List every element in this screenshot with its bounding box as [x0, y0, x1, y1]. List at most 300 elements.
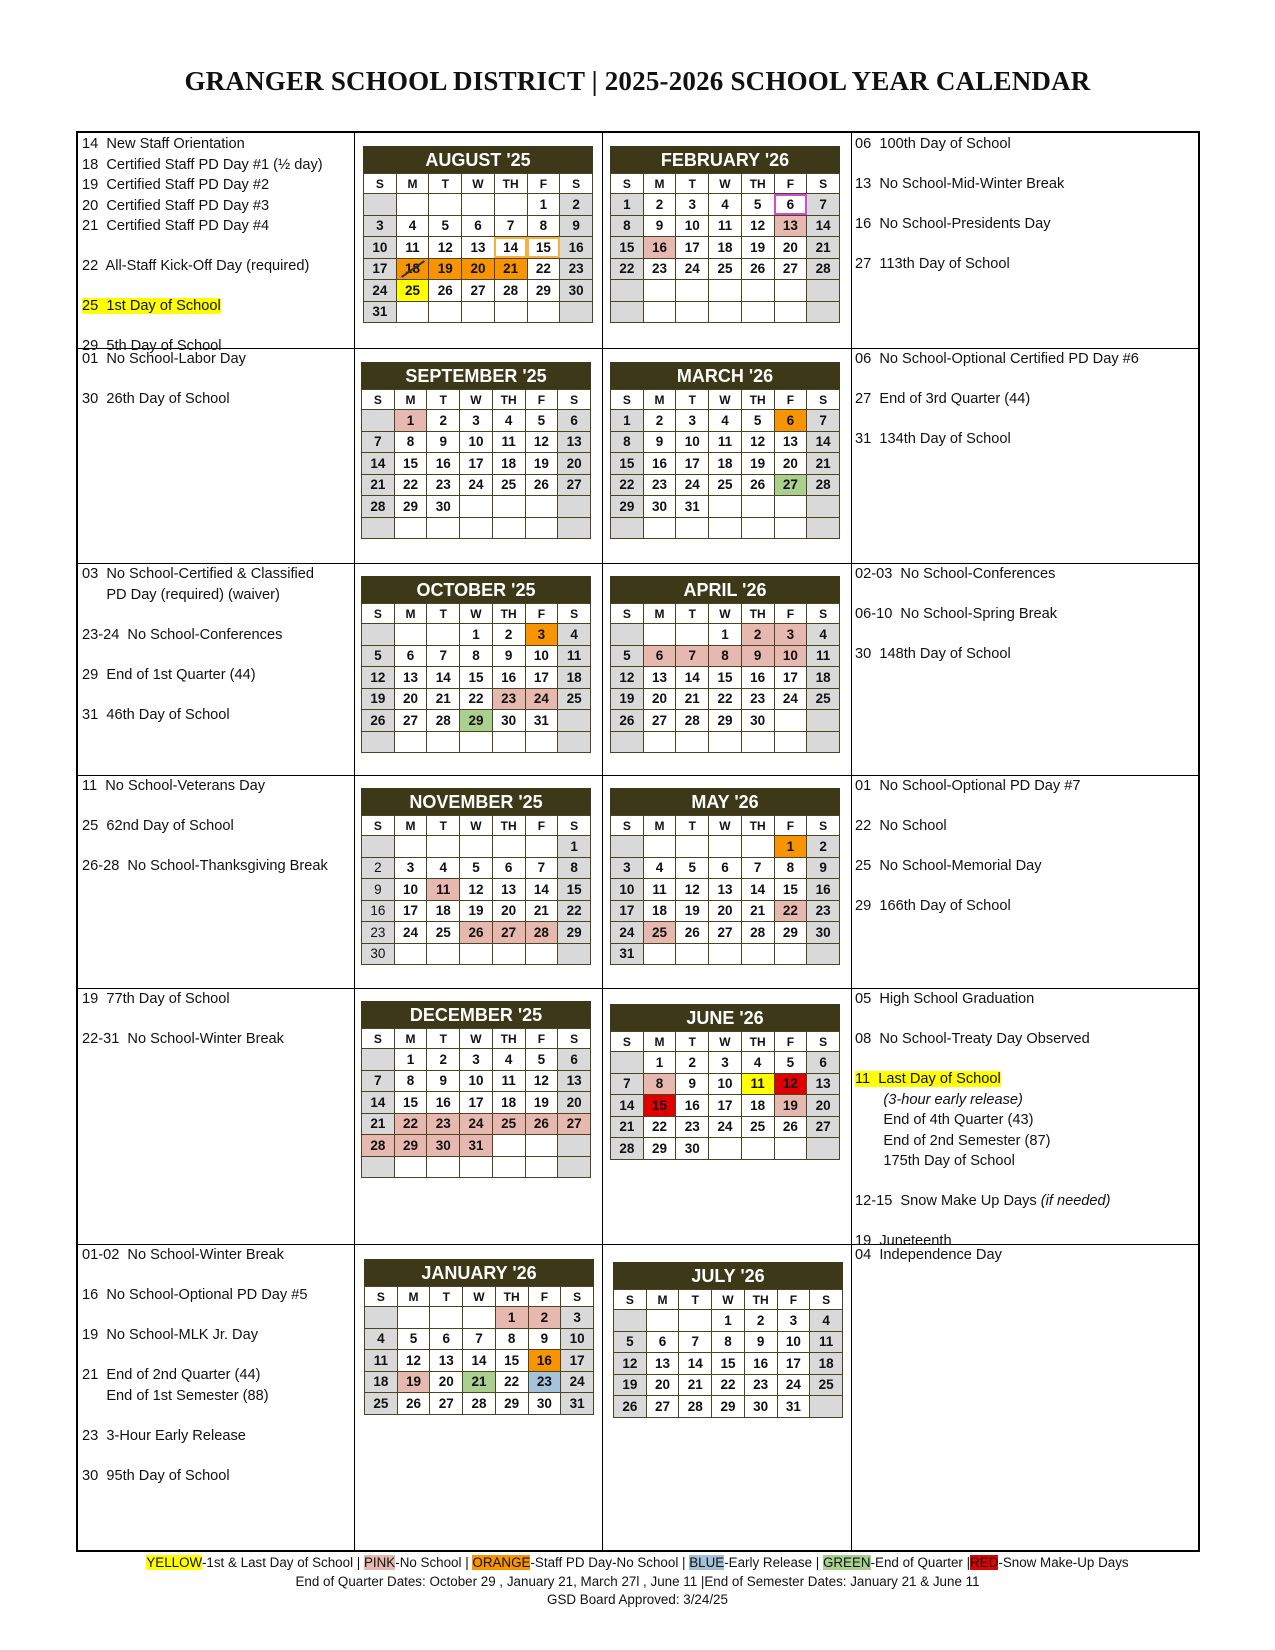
- day-cell: 12: [611, 667, 644, 689]
- day-cell: 9: [362, 879, 395, 901]
- event-item: 12-15 Snow Make Up Days (if needed): [855, 1193, 1111, 1209]
- day-cell: 27: [643, 710, 676, 732]
- day-cell: 3: [611, 857, 644, 879]
- day-cell: 18: [558, 667, 591, 689]
- day-cell: 3: [525, 624, 558, 646]
- weekday-label: T: [427, 816, 460, 836]
- day-cell: 5: [774, 1052, 807, 1074]
- day-cell: 21: [525, 900, 558, 922]
- empty-cell: [741, 301, 774, 323]
- day-cell: 16: [807, 879, 840, 901]
- weekday-label: S: [362, 816, 395, 836]
- weekday-label: TH: [492, 816, 525, 836]
- day-cell: 8: [558, 857, 591, 879]
- empty-cell: [460, 731, 493, 753]
- day-cell: 2: [807, 836, 840, 858]
- day-cell: 22: [712, 1374, 745, 1396]
- weekday-label: S: [362, 604, 395, 624]
- empty-cell: [460, 943, 493, 965]
- day-cell: 3: [394, 857, 427, 879]
- day-cell: 22: [460, 688, 493, 710]
- weekday-label: S: [561, 1287, 594, 1307]
- month-calendar: [363, 146, 593, 323]
- day-cell: 12: [741, 215, 774, 237]
- event-item: 25 62nd Day of School: [82, 818, 234, 834]
- empty-cell: [427, 517, 460, 539]
- weekday-label: T: [427, 390, 460, 410]
- day-cell: 31: [777, 1396, 810, 1418]
- day-cell: 14: [463, 1350, 496, 1372]
- day-cell: 1: [611, 194, 644, 216]
- day-cell: 10: [525, 645, 558, 667]
- weekday-label: M: [397, 1287, 430, 1307]
- empty-cell: [362, 410, 395, 432]
- day-cell: 24: [709, 1116, 742, 1138]
- empty-cell: [774, 301, 807, 323]
- day-cell: 15: [495, 1350, 528, 1372]
- event-item: End of 4th Quarter (43): [855, 1112, 1034, 1128]
- event-item: 14 New Staff Orientation: [82, 136, 245, 152]
- day-cell: 30: [807, 922, 840, 944]
- weekday-label: S: [558, 1029, 591, 1049]
- weekday-label: F: [525, 1029, 558, 1049]
- weekday-label: TH: [744, 1290, 777, 1310]
- weekday-label: F: [777, 1290, 810, 1310]
- legend-colors: YELLOW-1st & Last Day of School | PINK-No School | ORANGE-Staff PD Day-No School | BLUE-Early Release | GREEN-End of Quarter |RED-Snow Make-Up Days: [146, 1555, 1129, 1570]
- event-item: End of 1st Semester (88): [82, 1387, 269, 1404]
- empty-cell: [807, 301, 840, 323]
- day-cell: 2: [676, 1052, 709, 1074]
- day-cell: 10: [676, 215, 709, 237]
- day-cell: 16: [528, 1350, 561, 1372]
- weekday-label: F: [528, 1287, 561, 1307]
- day-cell: 12: [525, 1070, 558, 1092]
- right-events-3: [855, 564, 1057, 665]
- day-cell: 1: [394, 1049, 427, 1071]
- weekday-label: W: [460, 604, 493, 624]
- month-title: MAY '26: [610, 788, 840, 815]
- month-title: SEPTEMBER '25: [361, 362, 591, 389]
- day-cell: 24: [676, 474, 709, 496]
- empty-cell: [525, 836, 558, 858]
- right-events-1: [855, 134, 1064, 275]
- empty-cell: [427, 1156, 460, 1178]
- event-item: 25 No School-Memorial Day: [855, 858, 1042, 874]
- day-cell: 13: [807, 1073, 840, 1095]
- weekday-label: S: [614, 1290, 647, 1310]
- column-divider: [354, 133, 355, 1550]
- empty-cell: [492, 731, 525, 753]
- empty-cell: [611, 836, 644, 858]
- day-cell: 27: [709, 922, 742, 944]
- empty-cell: [558, 731, 591, 753]
- day-cell: 8: [394, 431, 427, 453]
- empty-cell: [614, 1310, 647, 1332]
- day-cell: 5: [460, 857, 493, 879]
- day-cell: 4: [492, 1049, 525, 1071]
- day-cell: 21: [679, 1374, 712, 1396]
- day-cell: 6: [558, 1049, 591, 1071]
- day-cell: 12: [525, 431, 558, 453]
- empty-cell: [807, 517, 840, 539]
- weekday-label: T: [427, 604, 460, 624]
- event-item: 18 Certified Staff PD Day #1 (½ day): [82, 156, 323, 173]
- weekday-label: T: [676, 604, 709, 624]
- event-item: PD Day (required) (waiver): [82, 586, 280, 603]
- day-cell: 29: [394, 496, 427, 518]
- day-cell: 12: [460, 879, 493, 901]
- day-cell: 21: [741, 900, 774, 922]
- empty-cell: [709, 943, 742, 965]
- day-cell: 15: [774, 879, 807, 901]
- weekday-label: S: [807, 174, 840, 194]
- day-cell: 8: [394, 1070, 427, 1092]
- day-cell: 19: [611, 688, 644, 710]
- empty-cell: [525, 1156, 558, 1178]
- event-item: 06-10 No School-Spring Break: [855, 606, 1057, 622]
- day-cell: 25: [741, 1116, 774, 1138]
- legend: [0, 1554, 1275, 1610]
- event-item: 27 113th Day of School: [855, 256, 1010, 272]
- day-cell: 29: [558, 922, 591, 944]
- empty-cell: [807, 1138, 840, 1160]
- day-cell: 27: [394, 710, 427, 732]
- day-cell: 8: [709, 645, 742, 667]
- day-cell: 20: [774, 237, 807, 259]
- weekday-label: W: [460, 816, 493, 836]
- empty-cell: [774, 517, 807, 539]
- day-cell: 17: [364, 258, 397, 280]
- day-cell: 4: [709, 410, 742, 432]
- day-cell: 25: [810, 1374, 843, 1396]
- day-cell: 16: [741, 667, 774, 689]
- empty-cell: [492, 943, 525, 965]
- weekday-label: S: [362, 1029, 395, 1049]
- day-cell: 13: [462, 237, 495, 259]
- day-cell: 13: [774, 215, 807, 237]
- day-cell: 4: [807, 624, 840, 646]
- weekday-label: W: [709, 1032, 742, 1052]
- day-cell: 10: [611, 879, 644, 901]
- day-cell: 23: [427, 474, 460, 496]
- day-cell: 14: [807, 215, 840, 237]
- empty-cell: [709, 301, 742, 323]
- day-cell: 4: [427, 857, 460, 879]
- day-cell: 6: [430, 1328, 463, 1350]
- column-divider: [602, 133, 603, 1550]
- empty-cell: [643, 624, 676, 646]
- day-cell: 16: [427, 453, 460, 475]
- empty-cell: [394, 836, 427, 858]
- empty-cell: [365, 1307, 398, 1329]
- event-item: 13 No School-Mid-Winter Break: [855, 176, 1065, 192]
- day-cell: 14: [807, 431, 840, 453]
- empty-cell: [362, 836, 395, 858]
- day-cell: 11: [427, 879, 460, 901]
- event-item: 01 No School-Optional PD Day #7: [855, 778, 1081, 794]
- empty-cell: [611, 517, 644, 539]
- weekday-label: S: [362, 390, 395, 410]
- day-cell: 15: [527, 237, 560, 259]
- empty-cell: [807, 710, 840, 732]
- weekday-label: T: [676, 390, 709, 410]
- day-cell: 12: [614, 1353, 647, 1375]
- day-cell: 4: [365, 1328, 398, 1350]
- day-cell: 13: [774, 431, 807, 453]
- empty-cell: [364, 194, 397, 216]
- day-cell: 31: [611, 943, 644, 965]
- day-cell: 17: [676, 453, 709, 475]
- day-cell: 27: [807, 1116, 840, 1138]
- empty-cell: [397, 1307, 430, 1329]
- month-calendar: [361, 576, 591, 753]
- day-cell: 23: [643, 474, 676, 496]
- day-cell: 31: [525, 710, 558, 732]
- event-item: 21 End of 2nd Quarter (44): [82, 1367, 261, 1383]
- empty-cell: [362, 517, 395, 539]
- empty-cell: [462, 194, 495, 216]
- day-cell: 21: [427, 688, 460, 710]
- day-cell: 25: [643, 922, 676, 944]
- day-cell: 25: [427, 922, 460, 944]
- weekday-label: T: [676, 174, 709, 194]
- day-cell: 4: [810, 1310, 843, 1332]
- legend-green: GREEN: [822, 1555, 871, 1570]
- day-cell: 10: [709, 1073, 742, 1095]
- day-cell: 10: [777, 1331, 810, 1353]
- day-cell: 26: [525, 474, 558, 496]
- empty-cell: [774, 710, 807, 732]
- day-cell: 5: [525, 410, 558, 432]
- day-cell: 15: [394, 1092, 427, 1114]
- day-cell: 1: [774, 836, 807, 858]
- event-item: 175th Day of School: [855, 1153, 1015, 1169]
- day-cell: 25: [709, 258, 742, 280]
- empty-cell: [492, 1156, 525, 1178]
- day-cell: 9: [643, 215, 676, 237]
- day-cell: 26: [397, 1393, 430, 1415]
- empty-cell: [676, 517, 709, 539]
- empty-cell: [774, 731, 807, 753]
- weekday-label: S: [807, 604, 840, 624]
- day-cell: 30: [643, 496, 676, 518]
- day-cell: 23: [807, 900, 840, 922]
- day-cell: 7: [676, 645, 709, 667]
- day-cell: 24: [611, 922, 644, 944]
- empty-cell: [810, 1396, 843, 1418]
- empty-cell: [525, 731, 558, 753]
- empty-cell: [560, 301, 593, 323]
- weekday-label: TH: [741, 174, 774, 194]
- day-cell: 19: [397, 1371, 430, 1393]
- event-item: 19 Certified Staff PD Day #2: [82, 177, 270, 193]
- month-calendar: [361, 788, 591, 965]
- day-cell: 28: [679, 1396, 712, 1418]
- weekday-label: M: [643, 174, 676, 194]
- weekday-label: S: [611, 604, 644, 624]
- day-cell: 11: [396, 237, 429, 259]
- day-cell: 19: [676, 900, 709, 922]
- event-item: 22-31 No School-Winter Break: [82, 1031, 284, 1047]
- day-cell: 29: [611, 496, 644, 518]
- weekday-label: W: [709, 816, 742, 836]
- empty-cell: [362, 624, 395, 646]
- day-cell: 21: [676, 688, 709, 710]
- day-cell: 1: [712, 1310, 745, 1332]
- event-item: 02-03 No School-Conferences: [855, 566, 1056, 582]
- day-cell: 24: [460, 474, 493, 496]
- day-cell: 10: [676, 431, 709, 453]
- day-cell: 8: [643, 1073, 676, 1095]
- day-cell: 24: [774, 688, 807, 710]
- day-cell: 2: [427, 1049, 460, 1071]
- day-cell: 20: [558, 1092, 591, 1114]
- day-cell: 1: [709, 624, 742, 646]
- day-cell: 30: [528, 1393, 561, 1415]
- day-cell: 25: [558, 688, 591, 710]
- event-item: 06 No School-Optional Certified PD Day #6: [855, 351, 1139, 367]
- day-cell: 17: [394, 900, 427, 922]
- day-cell: 26: [676, 922, 709, 944]
- day-cell: 14: [427, 667, 460, 689]
- day-cell: 9: [643, 431, 676, 453]
- day-cell: 28: [362, 496, 395, 518]
- empty-cell: [611, 731, 644, 753]
- day-cell: 5: [614, 1331, 647, 1353]
- day-cell: 14: [741, 879, 774, 901]
- day-cell: 28: [676, 710, 709, 732]
- month-title: OCTOBER '25: [361, 576, 591, 603]
- legend-yellow: YELLOW: [146, 1555, 202, 1570]
- day-cell: 27: [558, 1113, 591, 1135]
- event-item: 03 No School-Certified & Classified: [82, 566, 314, 582]
- event-item: 27 End of 3rd Quarter (44): [855, 391, 1031, 407]
- empty-cell: [709, 496, 742, 518]
- empty-cell: [643, 517, 676, 539]
- day-cell: 1: [643, 1052, 676, 1074]
- day-cell: 9: [741, 645, 774, 667]
- day-cell: 22: [527, 258, 560, 280]
- empty-cell: [774, 280, 807, 302]
- day-cell: 29: [709, 710, 742, 732]
- empty-cell: [427, 624, 460, 646]
- day-cell: 18: [396, 258, 429, 280]
- event-item: 19 No School-MLK Jr. Day: [82, 1327, 259, 1343]
- weekday-label: F: [774, 1032, 807, 1052]
- day-cell: 4: [709, 194, 742, 216]
- right-events-6: [855, 1245, 1002, 1266]
- day-cell: 14: [362, 1092, 395, 1114]
- day-cell: 12: [362, 667, 395, 689]
- empty-cell: [741, 517, 774, 539]
- month-calendar: [610, 1004, 840, 1160]
- weekday-label: S: [611, 390, 644, 410]
- day-cell: 28: [494, 280, 527, 302]
- weekday-label: W: [460, 1029, 493, 1049]
- day-cell: 9: [427, 1070, 460, 1092]
- empty-cell: [525, 1135, 558, 1157]
- day-cell: 12: [429, 237, 462, 259]
- day-cell: 21: [362, 474, 395, 496]
- day-cell: 29: [527, 280, 560, 302]
- event-item: 22 All-Staff Kick-Off Day (required): [82, 258, 310, 274]
- day-cell: 22: [709, 688, 742, 710]
- day-cell: 12: [397, 1350, 430, 1372]
- empty-cell: [676, 731, 709, 753]
- day-cell: 3: [460, 1049, 493, 1071]
- day-cell: 20: [492, 900, 525, 922]
- day-cell: 15: [712, 1353, 745, 1375]
- day-cell: 14: [679, 1353, 712, 1375]
- day-cell: 30: [492, 710, 525, 732]
- day-cell: 7: [807, 194, 840, 216]
- day-cell: 12: [676, 879, 709, 901]
- weekday-label: S: [558, 816, 591, 836]
- month-title: AUGUST '25: [363, 146, 593, 173]
- weekday-label: W: [709, 390, 742, 410]
- day-cell: 23: [560, 258, 593, 280]
- day-cell: 6: [643, 645, 676, 667]
- day-cell: 29: [495, 1393, 528, 1415]
- weekday-label: F: [527, 174, 560, 194]
- event-item: 31 134th Day of School: [855, 431, 1011, 447]
- right-events-4: [855, 776, 1081, 917]
- empty-cell: [676, 836, 709, 858]
- day-cell: 19: [460, 900, 493, 922]
- empty-cell: [463, 1307, 496, 1329]
- empty-cell: [741, 280, 774, 302]
- empty-cell: [709, 836, 742, 858]
- day-cell: 18: [427, 900, 460, 922]
- event-item: 01 No School-Labor Day: [82, 351, 246, 367]
- day-cell: 30: [560, 280, 593, 302]
- day-cell: 11: [709, 431, 742, 453]
- day-cell: 9: [744, 1331, 777, 1353]
- day-cell: 5: [397, 1328, 430, 1350]
- day-cell: 16: [744, 1353, 777, 1375]
- day-cell: 12: [741, 431, 774, 453]
- day-cell: 22: [495, 1371, 528, 1393]
- empty-cell: [709, 731, 742, 753]
- weekday-label: T: [676, 1032, 709, 1052]
- day-cell: 8: [774, 857, 807, 879]
- day-cell: 13: [558, 431, 591, 453]
- weekday-label: S: [558, 604, 591, 624]
- day-cell: 26: [774, 1116, 807, 1138]
- day-cell: 22: [611, 474, 644, 496]
- day-cell: 11: [365, 1350, 398, 1372]
- weekday-label: S: [807, 390, 840, 410]
- weekday-label: TH: [494, 174, 527, 194]
- day-cell: 17: [611, 900, 644, 922]
- day-cell: 6: [774, 194, 807, 216]
- day-cell: 17: [709, 1095, 742, 1117]
- empty-cell: [492, 1135, 525, 1157]
- weekday-label: F: [525, 390, 558, 410]
- day-cell: 6: [492, 857, 525, 879]
- event-item: 19 77th Day of School: [82, 991, 230, 1007]
- day-cell: 18: [365, 1371, 398, 1393]
- weekday-label: TH: [492, 390, 525, 410]
- day-cell: 11: [709, 215, 742, 237]
- weekday-label: TH: [741, 604, 774, 624]
- empty-cell: [807, 496, 840, 518]
- empty-cell: [558, 496, 591, 518]
- month-title: JUNE '26: [610, 1004, 840, 1031]
- day-cell: 1: [495, 1307, 528, 1329]
- weekday-label: M: [394, 1029, 427, 1049]
- month-calendar: [610, 576, 840, 753]
